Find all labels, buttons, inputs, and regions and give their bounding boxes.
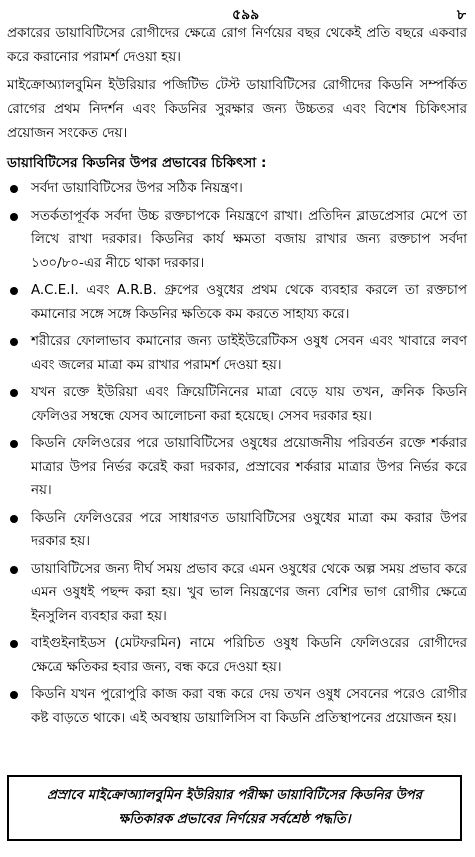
- list-item-text: কিডনি যখন পুরোপুরি কাজ করা বন্ধ করে দেয় তখন ওষুধ সেবনের পরেও রোগীর কষ্ট বাড়তে থাকে। এই অবস্থায় ডায়ালিসিস বা কিডনি প্রতিস্থাপনের প্রয়োজন হয়।: [31, 687, 467, 726]
- list-item: [7, 432, 467, 503]
- list-item-text: সতর্কতাপূর্বক সর্বদা উচ্চ রক্তচাপকে নিয়ন্ত্রণে রাখা। প্রতিদিন ব্লাডপ্রেসার মেপে তা লিখে রাখা দরকার। কিডনির কার্য ক্ষমতা বজায় রাখার জন্য রক্তচাপ সর্বদা ১৩০/৮০-এর নীচে থাকা দরকার।: [31, 208, 467, 271]
- section-title: ডায়াবিটিসের কিডনির উপর প্রভাবের চিকিৎসা :: [7, 155, 267, 171]
- bullet-icon: [10, 691, 18, 699]
- bullet-icon: [10, 389, 18, 397]
- intro-paragraph-2: মাইক্রোঅ্যালবুমিন ইউরিয়ার পজিটিভ টেস্ট ডায়াবিটিসের রোগীদের কিডনি সম্পর্কিত রোগের প্রথম নিদর্শন এবং কিডনির সুরক্ষার জন্য উচ্চতর এবং বিশেষ চিকিৎসার প্রয়োজন সংকেত দেয়।: [7, 78, 467, 141]
- bullet-icon: [10, 338, 18, 346]
- list-item: [7, 205, 467, 276]
- list-item: [7, 683, 467, 730]
- bullet-icon: [10, 287, 18, 295]
- bullet-icon: [10, 640, 18, 648]
- bullet-icon: [10, 185, 18, 193]
- bullet-icon: [10, 440, 18, 448]
- intro-paragraph-1: প্রকারের ডায়াবিটিসের রোগীদের ক্ষেত্রে রোগ নির্ণয়ের বছর থেকেই প্রতি বছরে একবার করে করানোর পরামর্শ দেওয়া হয়।: [7, 26, 467, 65]
- bullet-icon: [10, 515, 18, 523]
- list-item-text: ডায়াবিটিসের জন্য দীর্ঘ সময় প্রভাব করে এমন ওষুধের থেকে অল্প সময় প্রভাব করে এমন ওষুধই পছন্দ করা হয়। খুব ভাল নিয়ন্ত্রণের জন্য বেশির ভাগ রোগীর ক্ষেত্রে ইনসুলিন ব্যবহার করা হয়।: [31, 561, 467, 624]
- list-item-text: সর্বদা ডায়াবিটিসের উপর সঠিক নিয়ন্ত্রণ।: [31, 181, 243, 196]
- summary-callout-text: প্রস্রাবে মাইক্রোঅ্যালবুমিন ইউরিয়ার পরীক্ষা ডায়াবিটিসের কিডনির উপর ক্ষতিকারক প্রভাবের নির্ণয়ের সর্বশ্রেষ্ঠ পদ্ধতি।: [46, 788, 423, 827]
- header-mark: ৫৯৯: [232, 7, 260, 23]
- list-item: [7, 558, 467, 629]
- list-item-text: যখন রক্তে ইউরিয়া এবং ক্রিয়েটিনিনের মাত্রা বেড়ে যায় তখন, ক্রনিক কিডনি ফেলিওর সম্বন্ধে যেসব আলোচনা করা হয়েছে। সেসব দরকার হয়।: [31, 385, 467, 424]
- list-item: [7, 632, 467, 679]
- summary-callout-box: [7, 775, 462, 841]
- list-item-text: শরীরের ফোলাভাব কমানোর জন্য ডাইইউরেটিকস ওষুধ সেবন এবং খাবারে লবণ এবং জলের মাত্রা কম রাখার পরামর্শ দেওয়া হয়।: [31, 334, 467, 373]
- page-content: [7, 22, 467, 734]
- list-item: [7, 279, 467, 326]
- list-item-text: কিডনি ফেলিওরের পরে সাধারণত ডায়াবিটিসের ওষুধের মাত্রা কম করার উপর দরকার হয়।: [31, 510, 467, 549]
- list-item: [7, 381, 467, 428]
- list-item-text: A.C.E.I. এবং A.R.B. গ্রুপের ওষুধের প্রথম থেকে ব্যবহার করলে তা রক্তচাপ কমানোর সঙ্গে সঙ্গে কিডনির ক্ষতিকে কম করতে সাহায্য করে।: [31, 283, 467, 322]
- list-item: [7, 330, 467, 377]
- page-number: ৮: [456, 7, 466, 23]
- list-item-text: বাইগুইনাইডস (মেটফরমিন) নামে পরিচিত ওষুধ কিডনি ফেলিওরের রোগীদের ক্ষেত্রে ক্ষতিকর হবার জন্য, বন্ধ করে দেওয়া হয়।: [31, 636, 467, 675]
- list-item: [7, 177, 467, 201]
- page-header: [0, 3, 475, 23]
- list-item: [7, 507, 467, 554]
- bullet-icon: [10, 566, 18, 574]
- treatment-list: [7, 177, 467, 730]
- bullet-icon: [10, 213, 18, 221]
- list-item-text: কিডনি ফেলিওরের পরে ডায়াবিটিসের ওষুধের প্রয়োজনীয় পরিবর্তন রক্তে শর্করার মাত্রার উপর নির্ভর করেই করা দরকার, প্রস্রাবের শর্করার মাত্রার উপর নির্ভর করে নয়।: [31, 436, 467, 498]
